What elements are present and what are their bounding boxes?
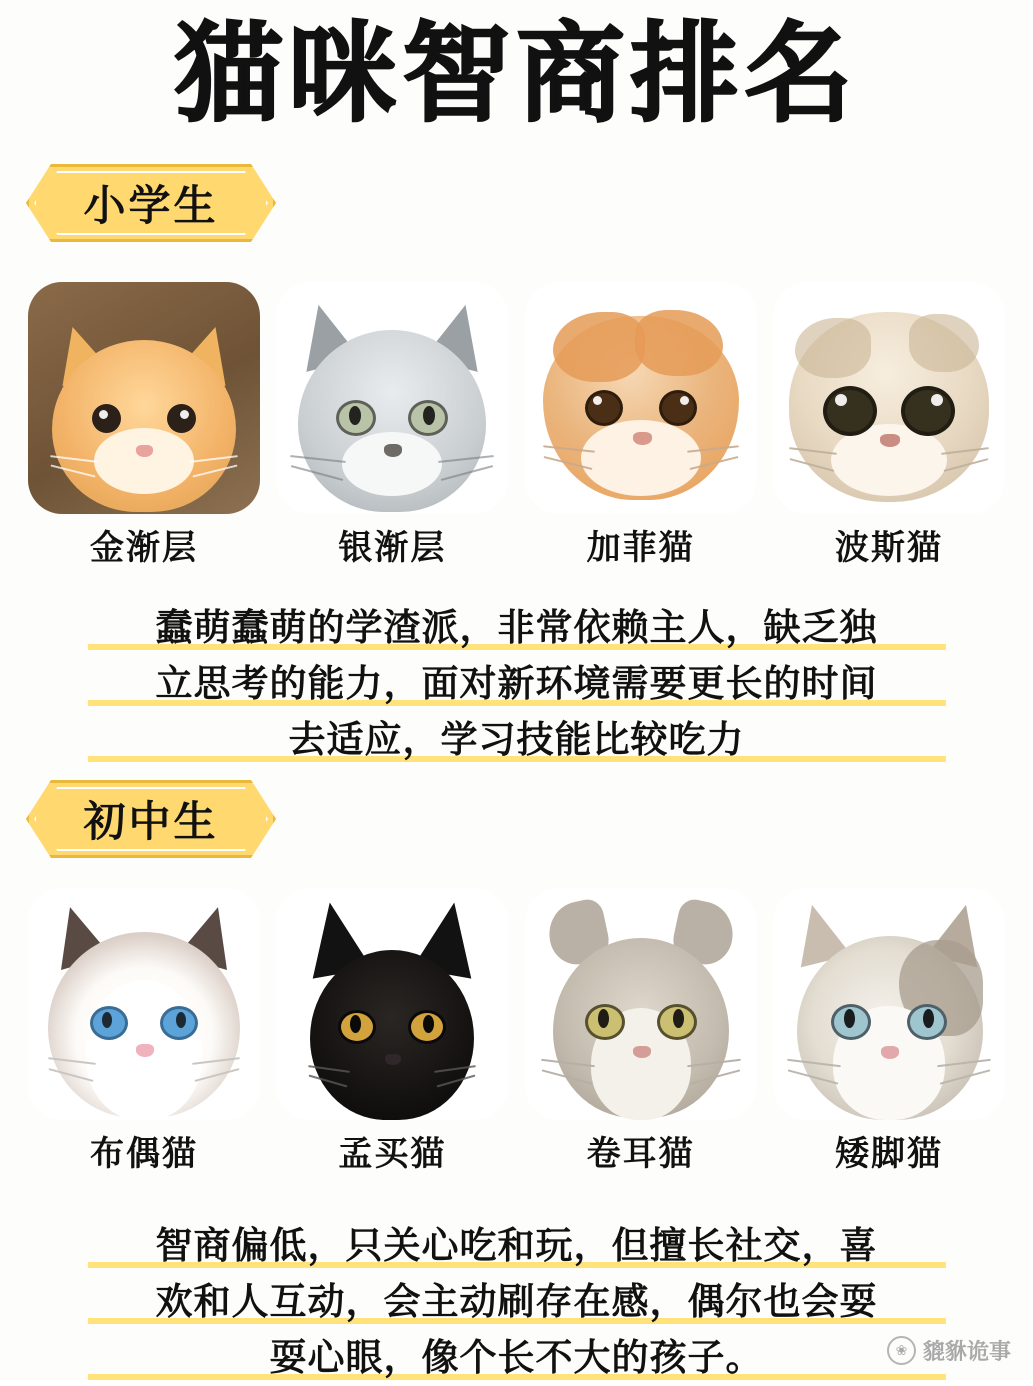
- section-description-primary: [60, 600, 973, 768]
- section-description-secondary: [60, 1218, 973, 1386]
- cat-name: 加菲猫: [586, 528, 695, 568]
- cat-name: 卷耳猫: [586, 1134, 695, 1174]
- cat-row-primary: [26, 282, 1007, 569]
- cat-photo-curl: [525, 888, 757, 1120]
- cat-photo-munchkin: [773, 888, 1005, 1120]
- cat-illustration: [525, 888, 757, 1120]
- cat-photo-golden: [28, 282, 260, 514]
- section-banner-primary: [26, 164, 276, 242]
- cat-name: 银渐层: [338, 528, 447, 568]
- cat-illustration: [773, 282, 1005, 514]
- description-line: 立思考的能力，面对新环境需要更长的时间: [60, 656, 973, 712]
- page-title: 猫咪智商排名: [174, 12, 859, 137]
- weibo-icon: ❀: [887, 1336, 916, 1365]
- description-line: 蠢萌蠢萌的学渣派，非常依赖主人，缺乏独: [60, 600, 973, 656]
- description-line: 耍心眼，像个长不大的孩子。: [60, 1330, 973, 1386]
- description-line: 去适应，学习技能比较吃力: [60, 712, 973, 768]
- cat-name: 孟买猫: [338, 1134, 447, 1174]
- cat-cell: [771, 282, 1007, 569]
- cat-cell: [274, 888, 510, 1175]
- cat-cell: [26, 282, 262, 569]
- description-line: 欢和人互动，会主动刷存在感，偶尔也会耍: [60, 1274, 973, 1330]
- section-banner-secondary: [26, 780, 276, 858]
- description-line: 智商偏低，只关心吃和玩，但擅长社交，喜: [60, 1218, 973, 1274]
- cat-name: 矮脚猫: [834, 1134, 943, 1174]
- cat-cell: [274, 282, 510, 569]
- cat-illustration: [276, 282, 508, 514]
- cat-illustration: [773, 888, 1005, 1120]
- cat-photo-bombay: [276, 888, 508, 1120]
- cat-name: 布偶猫: [90, 1134, 198, 1174]
- cat-illustration: [28, 888, 260, 1120]
- cat-illustration: [28, 282, 260, 514]
- cat-illustration: [276, 888, 508, 1120]
- cat-photo-ragdoll: [28, 888, 260, 1120]
- cat-cell: [523, 282, 759, 569]
- cat-photo-persian: [773, 282, 1005, 514]
- cat-photo-garfield: [525, 282, 757, 514]
- cat-cell: [26, 888, 262, 1175]
- watermark-text: 貔貅诡事: [922, 1340, 1011, 1365]
- cat-row-secondary: [26, 888, 1007, 1175]
- cat-name: 波斯猫: [834, 528, 943, 568]
- banner-label: 小学生: [83, 181, 219, 230]
- cat-photo-silver: [276, 282, 508, 514]
- cat-name: 金渐层: [90, 528, 198, 568]
- banner-label: 初中生: [83, 797, 219, 846]
- cat-cell: [771, 888, 1007, 1175]
- cat-cell: [523, 888, 759, 1175]
- cat-illustration: [525, 282, 757, 514]
